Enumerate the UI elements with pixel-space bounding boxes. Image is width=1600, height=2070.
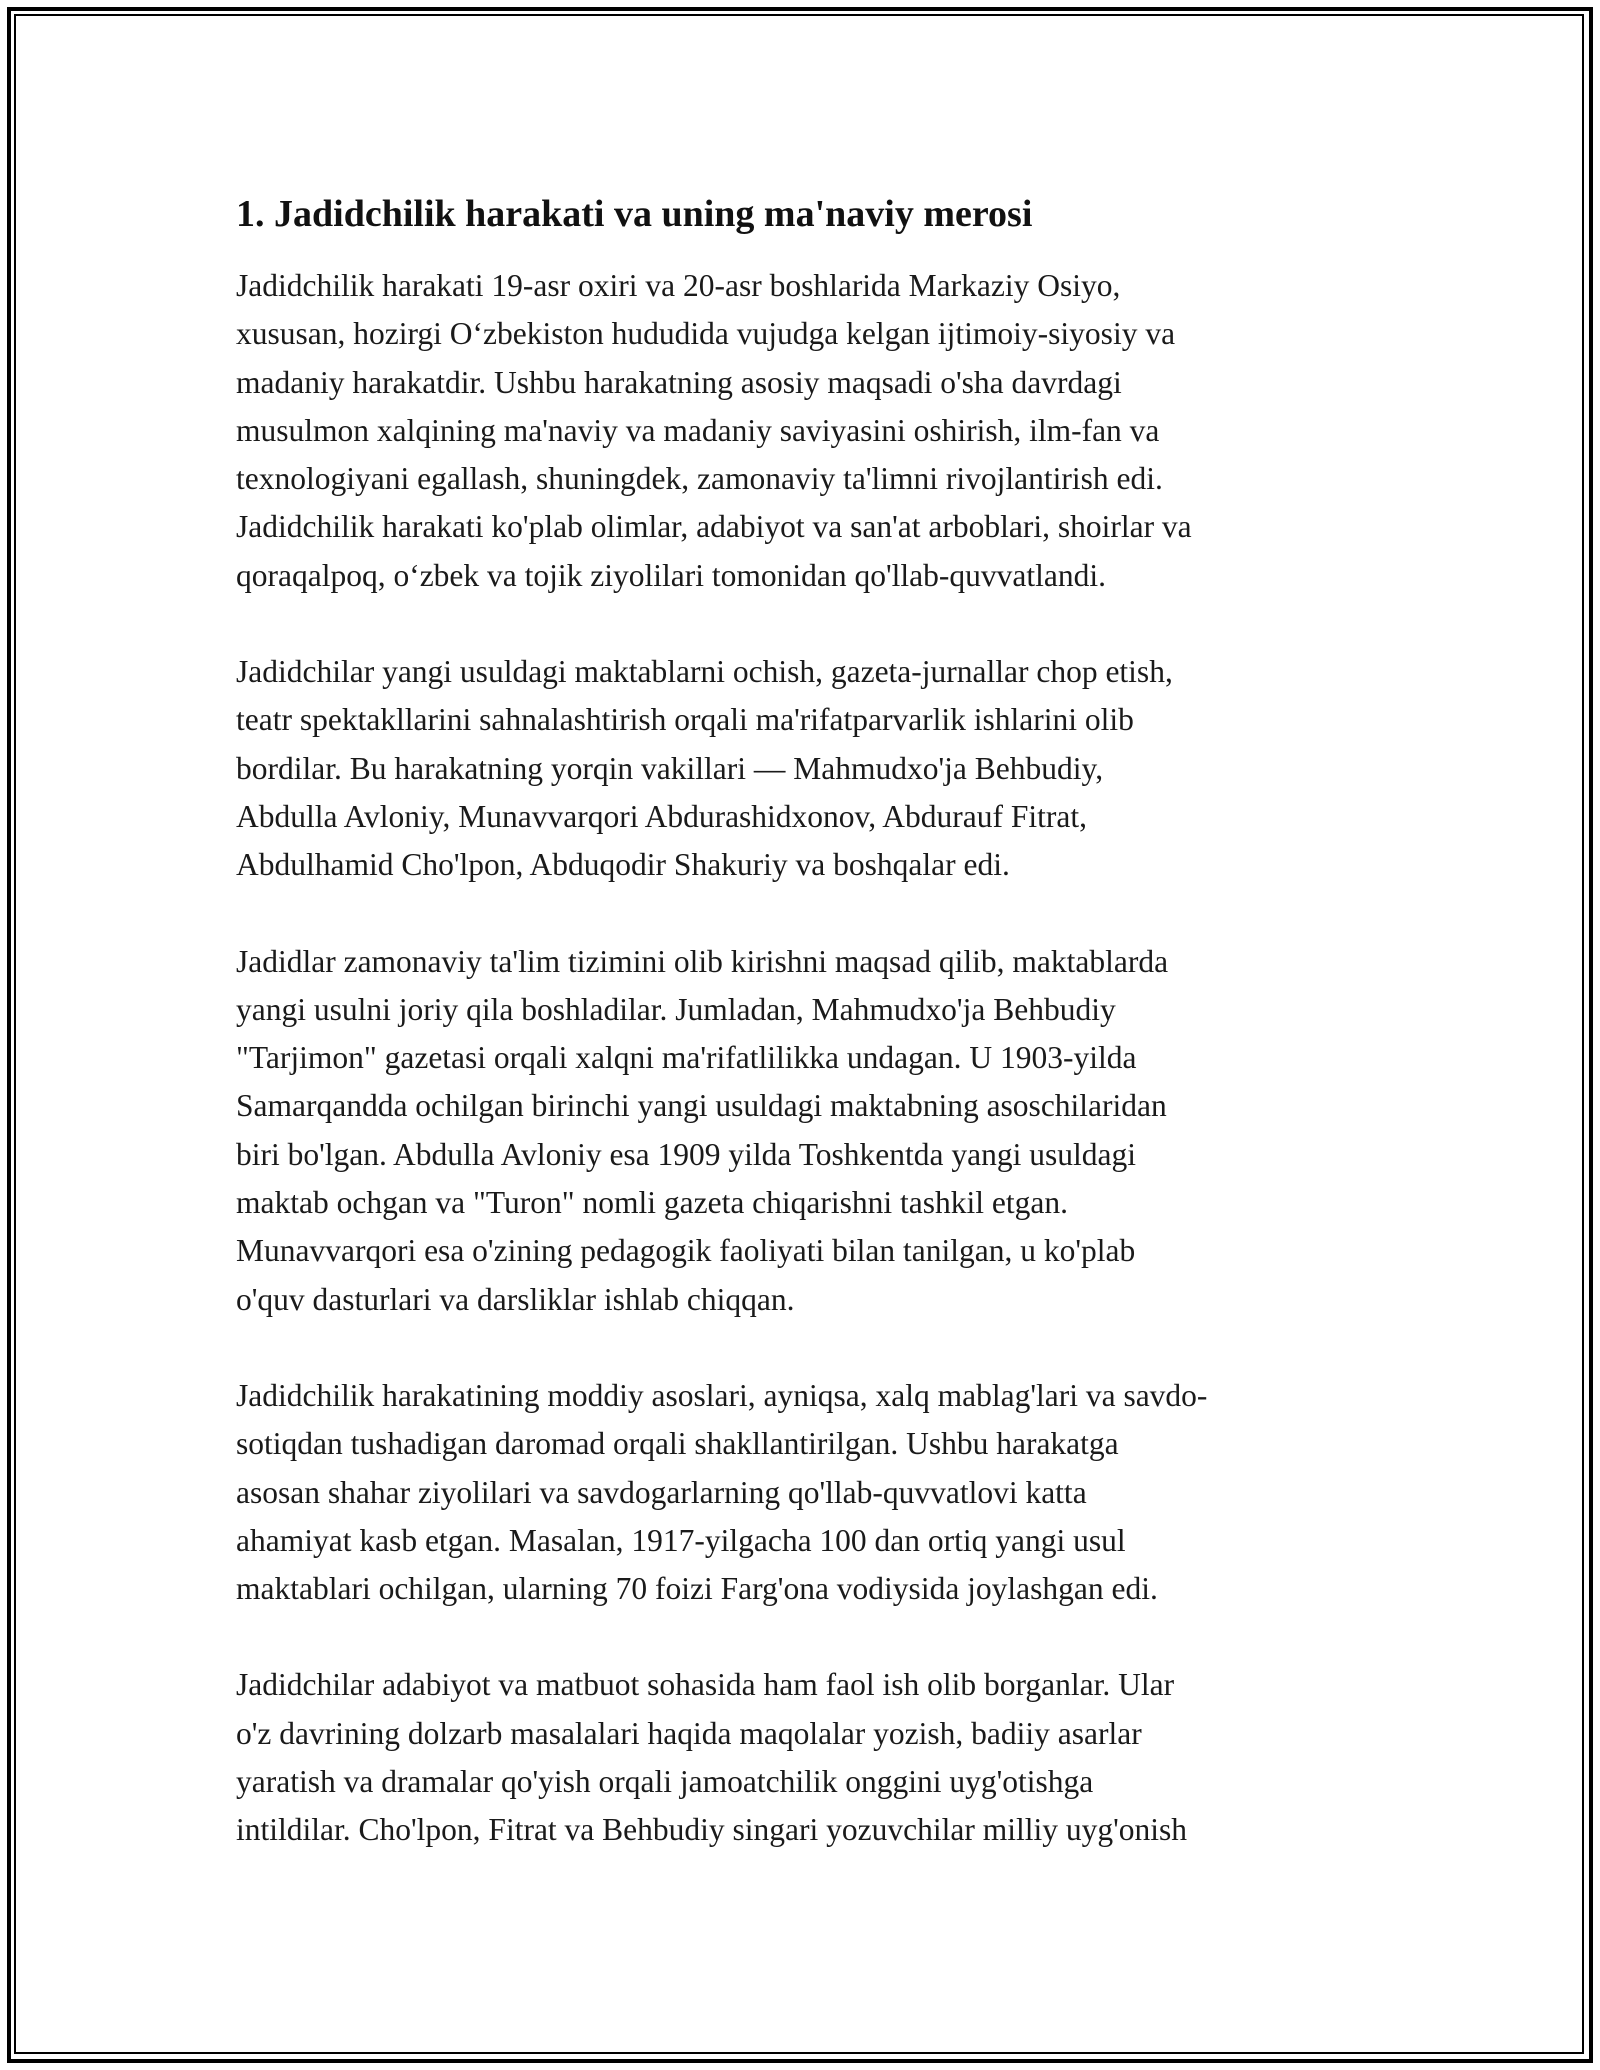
paragraph-3: Jadidlar zamonaviy ta'lim tizimini olib kirishni maqsad qilib, maktablarda yangi usulni joriy qila boshladilar. Jumladan, Mahmudxo'ja Behbudiy "Tarjimon" gazetasi orqali xalqni ma'rifatlilikka undagan. U 1903-yilda Samarqandda ochilgan birinchi yangi usuldagi maktabning asoschilaridan biri bo'lgan. Abdulla Avloniy esa 1909 yilda Toshkentda yangi usuldagi maktab ochgan va "Turon" nomli gazeta chiqarishni tashkil etgan. Munavvarqori esa o'zining pedagogik faoliyati bilan tanilgan, u ko'plab o'quv dasturlari va darsliklar ishlab chiqqan. [236,943,1169,1317]
document-body [236,188,1406,1903]
paragraph-1: Jadidchilik harakati 19-asr oxiri va 20-asr boshlarida Markaziy Osiyo, xususan, hozirgi O‘zbekiston hududida vujudga kelgan ijtimoiy-siyosiy va madaniy harakatdir. Ushbu harakatning asosiy maqsadi o'sha davrdagi musulmon xalqining ma'naviy va madaniy saviyasini oshirish, ilm-fan va texnologiyani egallash, shuningdek, zamonaviy ta'limni rivojlantirish edi. Jadidchilik harakati ko'plab olimlar, adabiyot va san'at arboblari, shoirlar va qoraqalpoq, o‘zbek va tojik ziyolilari tomonidan qo'llab-quvvatlandi. [236,268,1192,593]
paragraph-4: Jadidchilik harakatining moddiy asoslari, ayniqsa, xalq mablag'lari va savdo- sotiqdan tushadigan daromad orqali shakllantirilgan. Ushbu harakatga asosan shahar ziyolilari va savdogarlarning qo'llab-quvvatlovi katta ahamiyat kasb etgan. Masalan, 1917-yilgacha 100 dan ortiq yangi usul maktablari ochilgan, ularning 70 foizi Farg'ona vodiysida joylashgan edi. [236,1377,1208,1607]
paragraph-2: Jadidchilar yangi usuldagi maktablarni ochish, gazeta-jurnallar chop etish, teatr spektakllarini sahnalashtirish orqali ma'rifatparvarlik ishlarini olib bordilar. Bu harakatning yorqin vakillari — Mahmudxo'ja Behbudiy, Abdulla Avloniy, Munavvarqori Abdurashidxonov, Abdurauf Fitrat, Abdulhamid Cho'lpon, Abduqodir Shakuriy va boshqalar edi. [236,654,1173,883]
page-title: 1. Jadidchilik harakati va uning ma'naviy merosi [236,193,1033,235]
paragraph-5: Jadidchilar adabiyot va matbuot sohasida ham faol ish olib borganlar. Ular o'z davrining dolzarb masalalari haqida maqolalar yozish, badiiy asarlar yaratish va dramalar qo'yish orqali jamoatchilik onggini uyg'otishga intildilar. Cho'lpon, Fitrat va Behbudiy singari yozuvchilar milliy uyg'onish [236,1667,1188,1848]
